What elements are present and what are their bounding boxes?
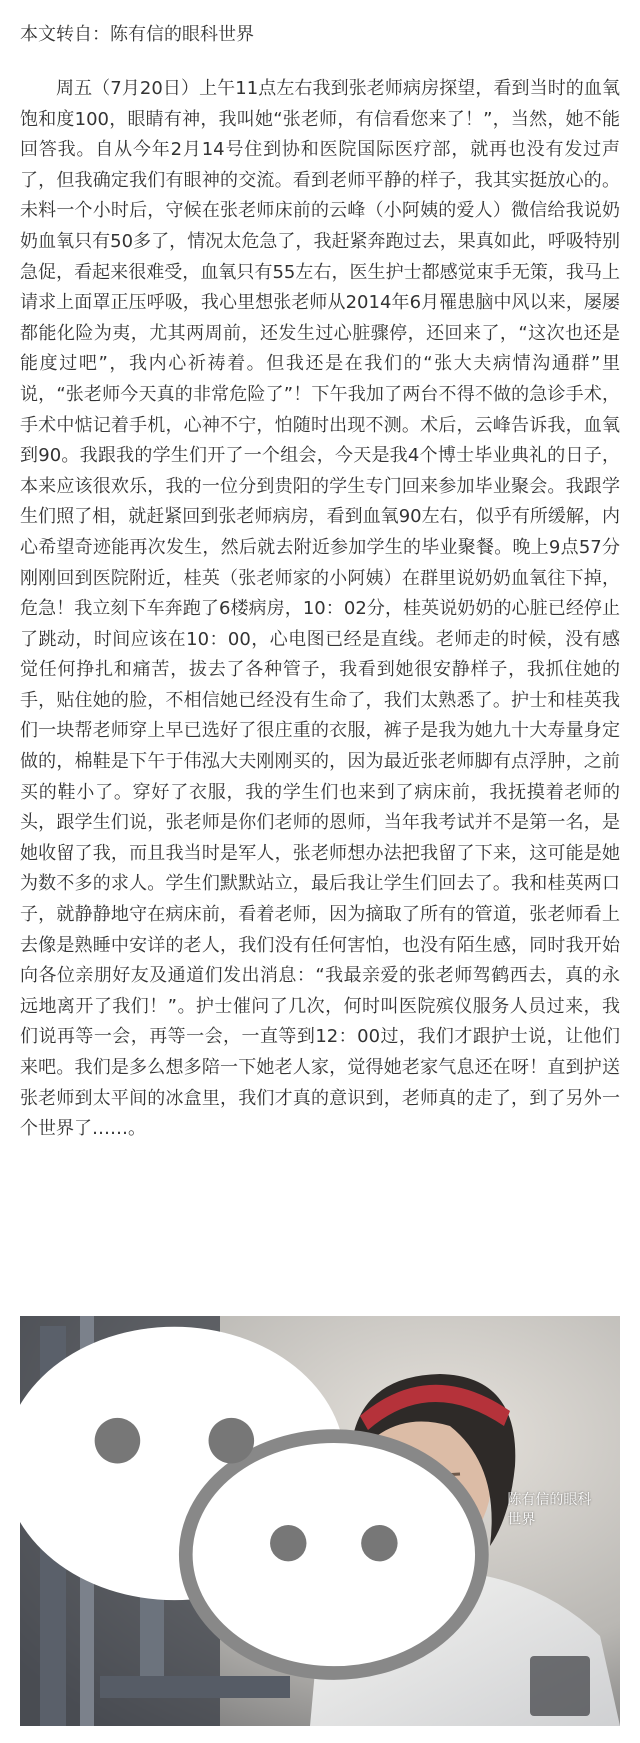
photo-watermark <box>20 1316 604 1714</box>
article-photo <box>20 1316 620 1726</box>
source-attribution: 本文转自：陈有信的眼科世界 <box>20 24 254 45</box>
wechat-icon <box>20 1316 501 1714</box>
article-body: 周五（7月20日）上午11点左右我到张老师病房探望，看到当时的血氧饱和度100，眼睛有神，我叫她“张老师，有信看您来了！”，当然，她不能回答我。自从今年2月14号住到协和医院国际医疗部，就再也没有发过声了，但我确定我们有眼神的交流。看到老师平静的样子，我其实挺放心的。未料一个小时后，守候在张老师床前的云峰（小阿姨的爱人）微信给我说奶奶血氧只有50多了，情况太危急了，我赶紧奔跑过去，果真如此，呼吸特别急促，看起来很难受，血氧只有55左右，医生护士都感觉束手无策，我马上请求上面罩正压呼吸，我心里想张老师从2014年6月罹患脑中风以来，屡屡都能化险为夷，尤其两周前，还发生过心脏骤停，还回来了，“这次也还是能度过吧”，我内心祈祷着。但我还是在我们的“张大夫病情沟通群”里说，“张老师今天真的非常危险了”！下午我加了两台不得不做的急诊手术，手术中惦记着手机，心神不宁，怕随时出现不测。术后，云峰告诉我，血氧到90。我跟我的学生们开了一个组会，今天是我4个博士毕业典礼的日子，本来应该很欢乐，我的一位分到贵阳的学生专门回来参加毕业聚会。我跟学生们照了相，就赶紧回到张老师病房，看到血氧90左右，似乎有所缓解，内心希望奇迹能再次发生，然后就去附近参加学生的毕业聚餐。晚上9点57分刚刚回到医院附近，桂英（张老师家的小阿姨）在群里说奶奶血氧往下掉，危急！我立刻下车奔跑了6楼病房，10：02分，桂英说奶奶的心脏已经停止了跳动，时间应该在10：00，心电图已经是直线。老师走的时候，没有感觉任何挣扎和痛苦，拔去了各种管子，我看到她很安静样子，我抓住她的手，贴住她的脸，不相信她已经没有生命了，我们太熟悉了。护士和桂英我们一块帮老师穿上早已选好了很庄重的衣服，裤子是我为她九十大寿量身定做的，棉鞋是下午于伟泓大夫刚刚买的，因为最近张老师脚有点浮肿，之前买的鞋小了。穿好了衣服，我的学生们也来到了病床前，我抚摸着老师的头，跟学生们说，张老师是你们老师的恩师，当年我考试并不是第一名，是她收留了我，而且我当时是军人，张老师想办法把我留了下来，这可能是她为数不多的求人。学生们默默站立，最后我让学生们回去了。我和桂英两口子，就静静地守在病床前，看着老师，因为摘取了所有的管道，张老师看上去像是熟睡中安详的老人，我们没有任何害怕，也没有陌生感，同时我开始向各位亲朋好友及通道们发出消息：“我最亲爱的张老师驾鹤西去，真的永远地离开了我们！”。护士催问了几次，何时叫医院殡仪服务人员过来，我们说再等一会，再等一会，一直等到12：00过，我们才跟护士说，让他们来吧。我们是多么想多陪一下她老人家，觉得她老家气息还在呀！直到护送张老师到太平间的冰盒里，我们才真的意识到，老师真的走了，到了另外一个世界了……。 <box>20 78 620 1140</box>
watermark-text: 陈有信的眼科世界 <box>507 1492 592 1528</box>
